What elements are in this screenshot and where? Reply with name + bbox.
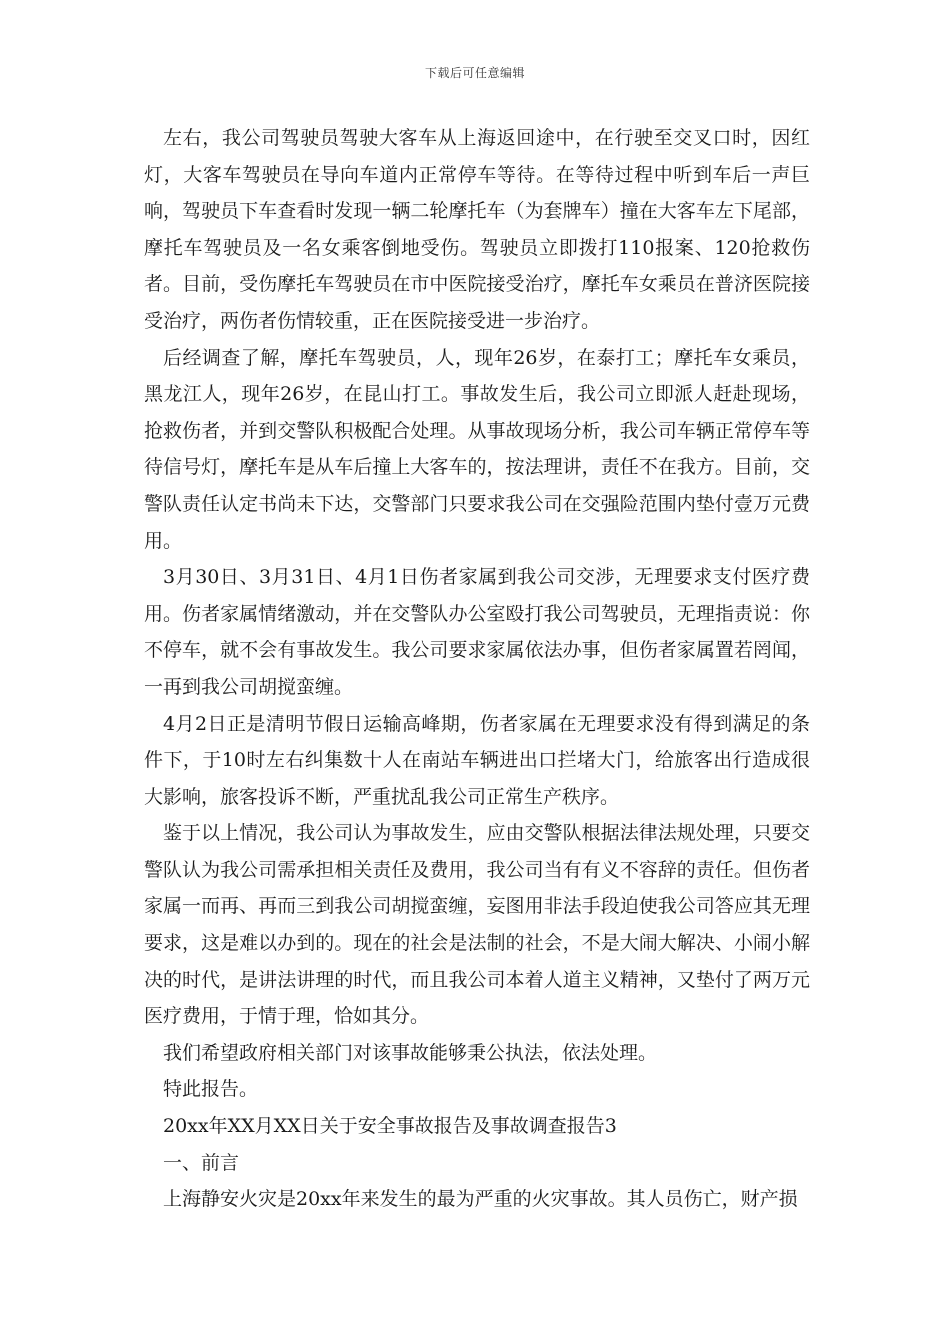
paragraph-accident-description: 左右，我公司驾驶员驾驶大客车从上海返回途中，在行驶至交叉口时，因红灯，大客车驾驶员在导向车道内正常停车等待。在等待过程中听到车后一声巨响，驾驶员下车查看时发现一辆二轮摩托车（为套牌车）撞在大客车左下尾部，摩托车驾驶员及一名女乘客倒地受伤。驾驶员立即拨打110报案、120抢救伤者。目前，受伤摩托车驾驶员在市中医院接受治疗，摩托车女乘员在普济医院接受治疗，两伤者伤情较重，正在医院接受进一步治疗。 xyxy=(144,127,810,332)
line-section-heading: 一、前言 xyxy=(163,1151,240,1174)
page-header: 下载后可任意编辑 xyxy=(424,66,525,80)
line-closing: 特此报告。 xyxy=(163,1078,259,1101)
paragraph-family-negotiation: 3月30日、3月31日、4月1日伤者家属到我公司交涉，无理要求支付医疗费用。伤者家属情绪激动，并在交警队办公室殴打我公司驾驶员，无理指责说：你不停车，就不会有事故发生。我公司要求家属依法办事，但伤者家属置若罔闻，一再到我公司胡搅蛮缠。 xyxy=(144,566,810,698)
paragraph-gate-blocking: 4月2日正是清明节假日运输高峰期，伤者家属在无理要求没有得到满足的条件下，于10时左右纠集数十人在南站车辆进出口拦堵大门，给旅客出行造成很大影响，旅客投诉不断，严重扰乱我公司正常生产秩序。 xyxy=(144,712,810,808)
line-fire-intro: 上海静安火灾是20xx年来发生的最为严重的火灾事故。其人员伤亡，财产损 xyxy=(163,1188,798,1211)
line-request: 我们希望政府相关部门对该事故能够秉公执法，依法处理。 xyxy=(163,1041,658,1064)
paragraph-company-position: 鉴于以上情况，我公司认为事故发生，应由交警队根据法律法规处理，只要交警队认为我公司需承担相关责任及费用，我公司当有有义不容辞的责任。但伤者家属一而再、再而三到我公司胡搅蛮缠，妄图用非法手段迫使我公司答应其无理要求，这是难以办到的。现在的社会是法制的社会，不是大闹大解决、小闹小解决的时代，是讲法讲理的时代，而且我公司本着人道主义精神，又垫付了两万元医疗费用，于情于理，恰如其分。 xyxy=(144,822,810,1028)
paragraph-investigation: 后经调查了解，摩托车驾驶员，人，现年26岁，在泰打工；摩托车女乘员，黑龙江人，现年26岁，在昆山打工。事故发生后，我公司立即派人赶赴现场，抢救伤者，并到交警队积极配合处理。从事故现场分析，我公司车辆正常停车等待信号灯，摩托车是从车后撞上大客车的，按法理讲，责任不在我方。目前，交警队责任认定书尚未下达，交警部门只要求我公司在交强险范围内垫付壹万元费用。 xyxy=(144,346,810,552)
line-report-title: 20xx年XX月XX日关于安全事故报告及事故调查报告3 xyxy=(163,1115,617,1138)
document-body xyxy=(144,120,810,1218)
